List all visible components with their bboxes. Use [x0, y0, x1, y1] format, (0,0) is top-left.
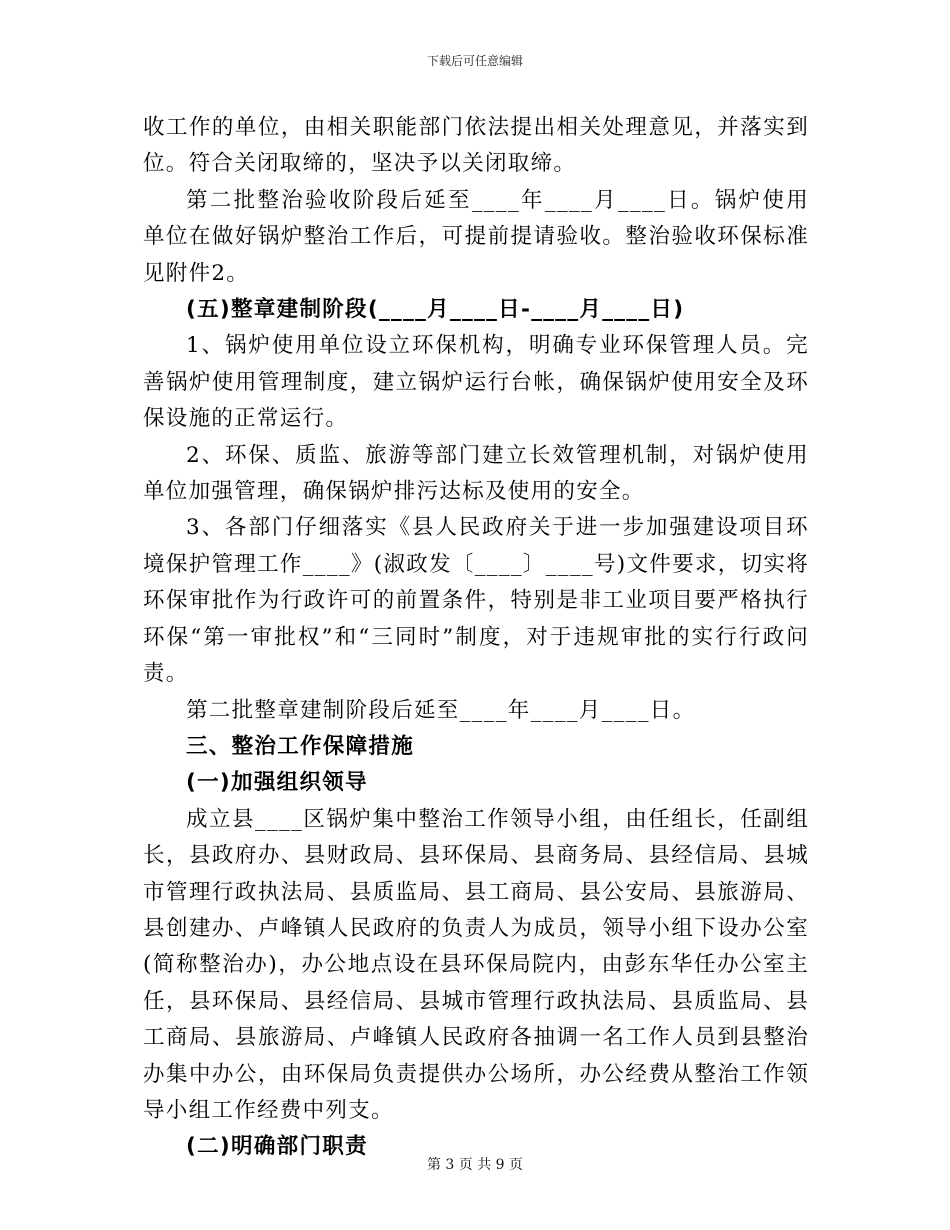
section-heading: 三、整治工作保障措施: [186, 733, 415, 759]
page-header: 下载后可任意编辑: [426, 54, 523, 68]
paragraph: 成立县____区锅炉集中整治工作领导小组，由任组长，任副组长，县政府办、县财政局、县环保局、县商务局、县经信局、县城市管理行政执法局、县质监局、县工商局、县公安局、县旅游局、县创建办、卢峰镇人民政府的负责人为成员，领导小组下设办公室(简称整治办)，办公地点设在县环保局院内，由彭东华任办公室主任，县环保局、县经信局、县城市管理行政执法局、县质监局、县工商局、县旅游局、卢峰镇人民政府各抽调一名工作人员到县整治办集中办公，由环保局负责提供办公场所，办公经费从整治工作领导小组工作经费中列支。: [143, 806, 809, 1123]
subsection-heading: (一)加强组织领导: [186, 770, 368, 796]
document-body: [143, 110, 809, 1166]
page-footer: 第 3 页 共 9 页: [426, 1157, 524, 1173]
subsection-heading: (二)明确部门职责: [186, 1134, 368, 1160]
paragraph: 3、各部门仔细落实《县人民政府关于进一步加强建设项目环境保护管理工作____》(淑政发〔____〕____号)文件要求，切实将环保审批作为行政许可的前置条件，特别是非工业项目要严格执行环保“第一审批权”和“三同时”制度，对于违规审批的实行行政问责。: [143, 515, 809, 687]
paragraph: 第二批整章建制阶段后延至____年____月____日。: [186, 697, 696, 723]
section-heading: (五)整章建制阶段(____月____日-____月____日): [186, 297, 685, 323]
paragraph: 2、环保、质监、旅游等部门建立长效管理机制，对锅炉使用单位加强管理，确保锅炉排污达标及使用的安全。: [143, 442, 809, 505]
paragraph: 第二批整治验收阶段后延至____年____月____日。锅炉使用单位在做好锅炉整治工作后，可提前提请验收。整治验收环保标准见附件2。: [143, 187, 809, 286]
paragraph: 1、锅炉使用单位设立环保机构，明确专业环保管理人员。完善锅炉使用管理制度，建立锅炉运行台帐，确保锅炉使用安全及环保设施的正常运行。: [143, 333, 809, 432]
paragraph: 收工作的单位，由相关职能部门依法提出相关处理意见，并落实到位。符合关闭取缔的，坚决予以关闭取缔。: [143, 115, 809, 177]
